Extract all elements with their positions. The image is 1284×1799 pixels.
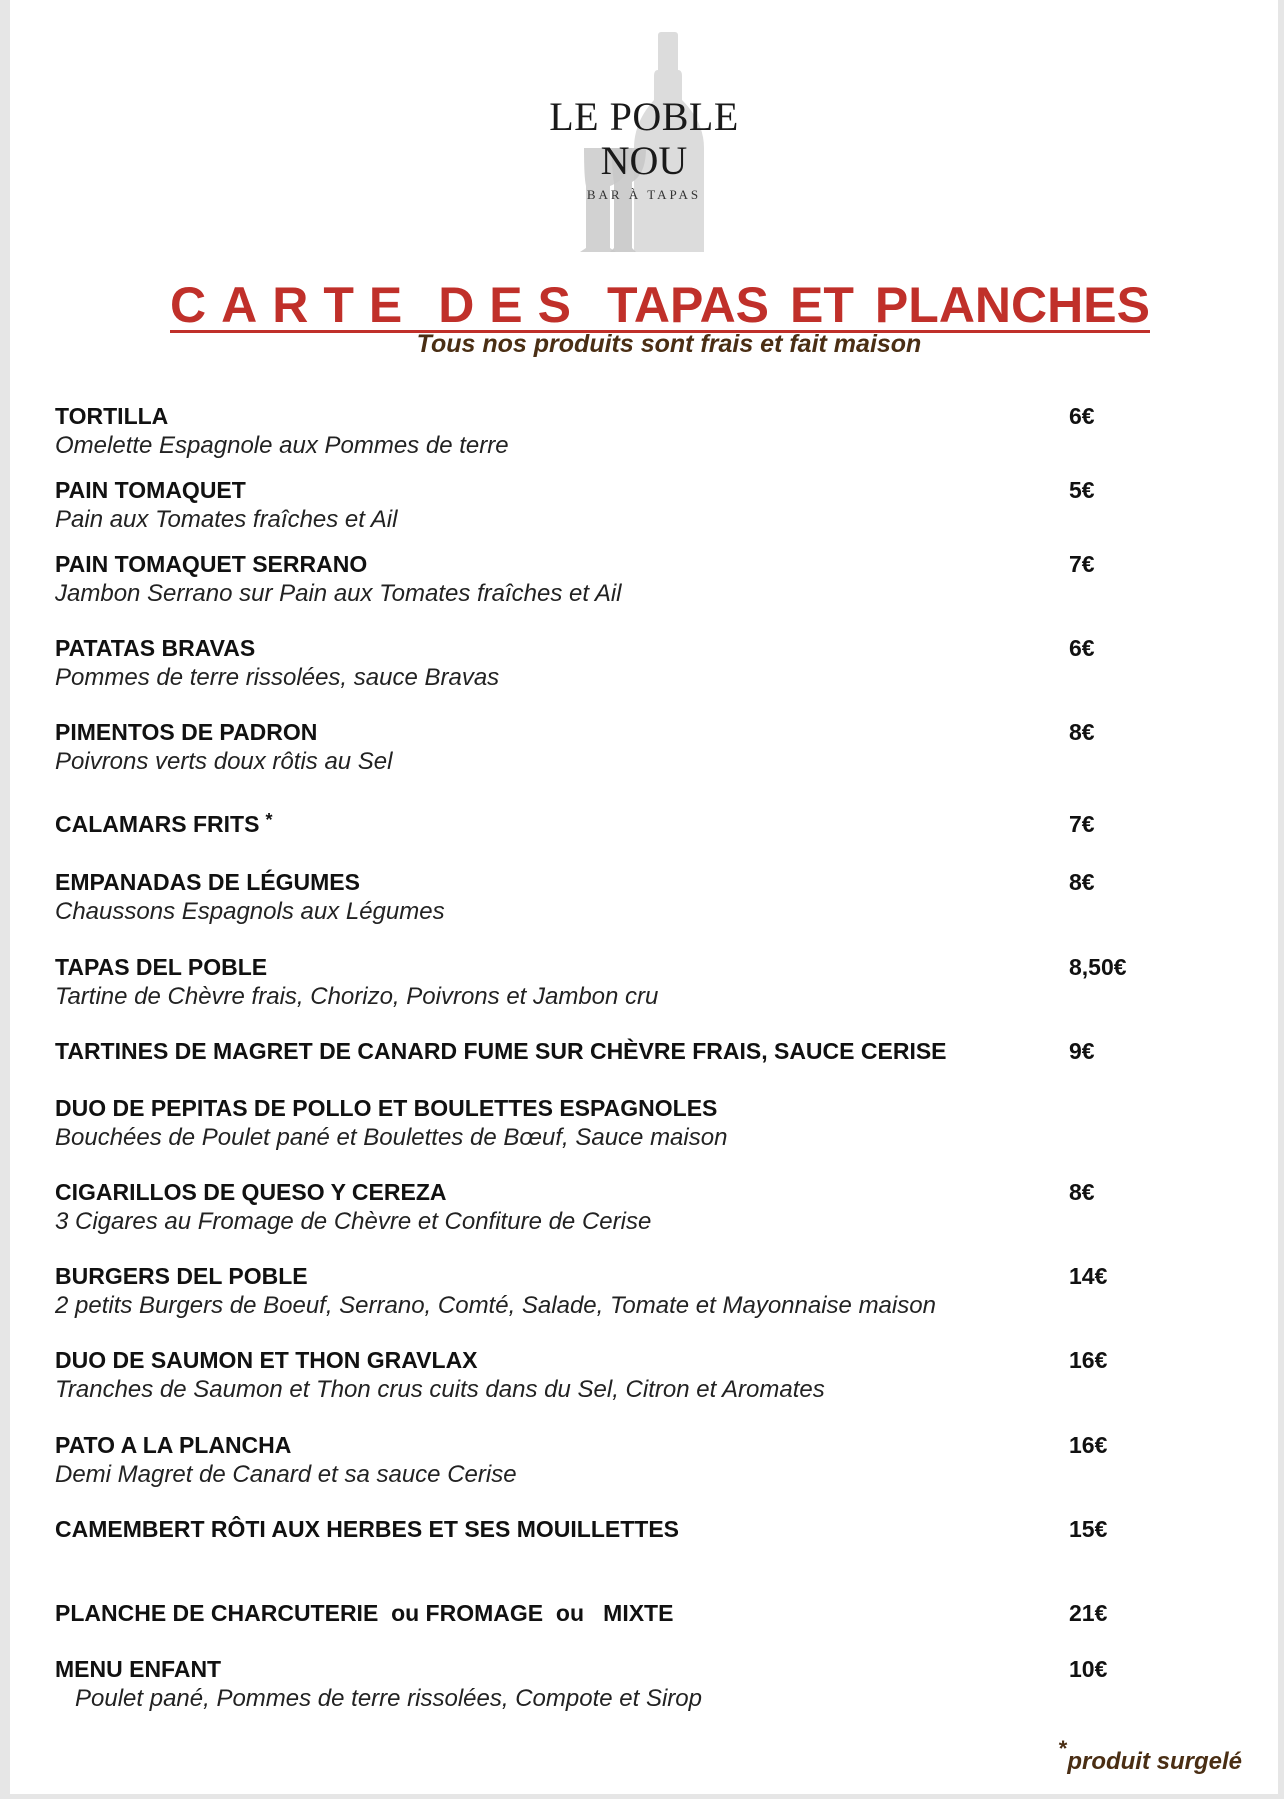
item-name: PATO A LA PLANCHA [55, 1432, 292, 1458]
menu-item [55, 1655, 1255, 1713]
item-name: DUO DE PEPITAS DE POLLO ET BOULETTES ESPAGNOLES [55, 1095, 718, 1121]
item-price: 7€ [1069, 811, 1095, 837]
menu-item [55, 1178, 1255, 1236]
frozen-marker: * [265, 810, 273, 830]
title-word: ET [790, 277, 854, 333]
menu-item [55, 1599, 1255, 1628]
item-price: 6€ [1069, 635, 1095, 661]
menu-item [55, 550, 1255, 608]
menu-item [55, 1515, 1255, 1544]
restaurant-logo [10, 0, 1278, 260]
menu-item [55, 634, 1255, 692]
item-price: 16€ [1069, 1347, 1108, 1373]
item-name: PAIN TOMAQUET SERRANO [55, 551, 368, 577]
menu-item [55, 1431, 1255, 1489]
item-description: 2 petits Burgers de Boeuf, Serrano, Comté, Salade, Tomate et Mayonnaise maison [55, 1292, 936, 1319]
title-word: CARTE [170, 277, 418, 333]
item-description: Pain aux Tomates fraîches et Ail [55, 506, 398, 533]
item-price: 6€ [1069, 403, 1095, 429]
item-name: PATATAS BRAVAS [55, 635, 256, 661]
item-name: PAIN TOMAQUET [55, 477, 246, 503]
title-word: PLANCHES [874, 277, 1150, 333]
item-price: 8€ [1069, 719, 1095, 745]
item-price: 9€ [1069, 1038, 1095, 1064]
item-name: PLANCHE DE CHARCUTERIE ou FROMAGE ou MIXTE [55, 1600, 674, 1626]
item-description: Poulet pané, Pommes de terre rissolées, Compote et Sirop [75, 1685, 702, 1712]
item-description: 3 Cigares au Fromage de Chèvre et Confiture de Cerise [55, 1208, 652, 1235]
item-name-text: CALAMARS FRITS [55, 811, 260, 837]
item-name: EMPANADAS DE LÉGUMES [55, 869, 360, 895]
menu-item [55, 402, 1255, 460]
item-description: Poivrons verts doux rôtis au Sel [55, 748, 393, 775]
menu-title [170, 272, 1150, 333]
menu-item [55, 476, 1255, 534]
footnote-text: produit surgelé [1067, 1748, 1242, 1775]
logo-name-line1: LE POBLE [549, 94, 739, 139]
item-name: CIGARILLOS DE QUESO Y CEREZA [55, 1179, 447, 1205]
menu-item [55, 953, 1255, 1011]
title-word: TAPAS [607, 277, 770, 333]
menu-item [55, 868, 1255, 926]
item-description: Tartine de Chèvre frais, Chorizo, Poivrons et Jambon cru [55, 983, 659, 1010]
item-name: DUO DE SAUMON ET THON GRAVLAX [55, 1347, 478, 1373]
menu-item [55, 810, 1255, 841]
item-name: CAMEMBERT RÔTI AUX HERBES ET SES MOUILLETTES [55, 1516, 680, 1542]
item-description: Omelette Espagnole aux Pommes de terre [55, 432, 509, 459]
item-name: MENU ENFANT [55, 1656, 222, 1682]
item-name: BURGERS DEL POBLE [55, 1263, 308, 1289]
item-price: 8,50€ [1069, 954, 1127, 980]
logo-tagline: BAR À TAPAS [586, 187, 702, 202]
menu-item [55, 1094, 1255, 1152]
item-description: Pommes de terre rissolées, sauce Bravas [55, 664, 500, 691]
item-description: Chaussons Espagnols aux Légumes [55, 898, 445, 925]
menu-subtitle: Tous nos produits sont frais et fait maison [416, 330, 922, 358]
item-price: 21€ [1069, 1600, 1108, 1626]
item-name: TARTINES DE MAGRET DE CANARD FUME SUR CHÈVRE FRAIS, SAUCE CERISE [55, 1038, 947, 1064]
item-description: Bouchées de Poulet pané et Boulettes de Bœuf, Sauce maison [55, 1124, 728, 1151]
item-name: TORTILLA [55, 403, 169, 429]
menu-item [55, 1037, 1255, 1066]
item-price: 14€ [1069, 1263, 1108, 1289]
frozen-footnote [1058, 1736, 1242, 1776]
menu-item [55, 1346, 1255, 1404]
item-description: Demi Magret de Canard et sa sauce Cerise [55, 1461, 517, 1488]
item-description: Tranches de Saumon et Thon crus cuits dans du Sel, Citron et Aromates [55, 1376, 825, 1403]
menu-item [55, 718, 1255, 776]
item-price: 8€ [1069, 1179, 1095, 1205]
item-price: 8€ [1069, 869, 1095, 895]
item-description: Jambon Serrano sur Pain aux Tomates fraîches et Ail [55, 580, 622, 607]
title-word: DES [438, 277, 587, 333]
menu-page [10, 0, 1278, 1794]
item-name: PIMENTOS DE PADRON [55, 719, 318, 745]
footnote-marker: * [1058, 1736, 1068, 1761]
item-price: 16€ [1069, 1432, 1108, 1458]
item-price: 5€ [1069, 477, 1095, 503]
item-name: TAPAS DEL POBLE [55, 954, 268, 980]
item-price: 15€ [1069, 1516, 1108, 1542]
logo-name-line2: NOU [600, 138, 688, 183]
item-price: 10€ [1069, 1656, 1108, 1682]
item-price: 7€ [1069, 551, 1095, 577]
menu-item [55, 1262, 1255, 1320]
